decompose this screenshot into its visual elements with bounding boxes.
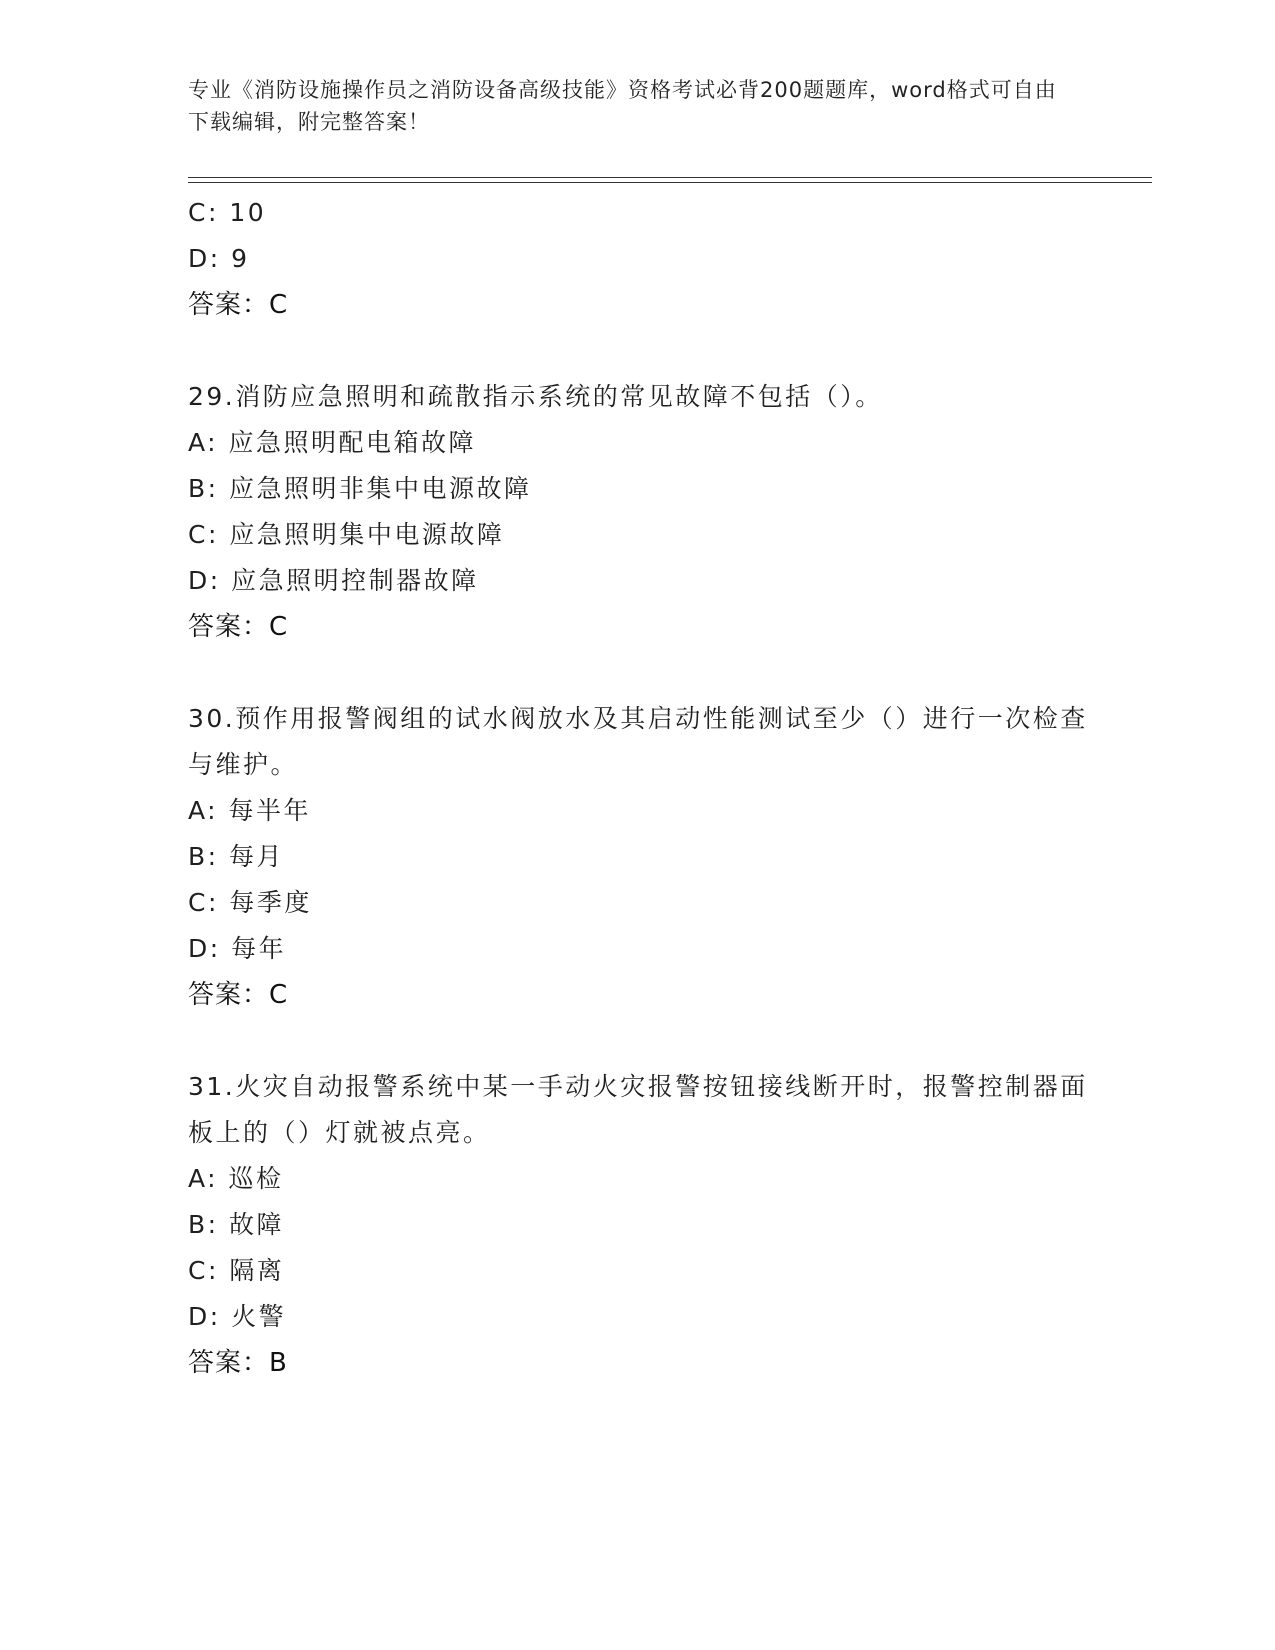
option-d: D: 应急照明控制器故障 (188, 566, 479, 595)
answer-line: 答案：B (188, 1348, 288, 1378)
question-30 (188, 696, 1088, 1018)
question-text: 31.火灾自动报警系统中某一手动火灾报警按钮接线断开时，报警控制器面板上的（）灯就被点亮。 (188, 1072, 1088, 1147)
option-a: A: 巡检 (188, 1164, 284, 1193)
option-c: C: 隔离 (188, 1256, 285, 1285)
option-b: B: 每月 (188, 842, 285, 871)
option-a: A: 应急照明配电箱故障 (188, 428, 477, 457)
spacer (188, 1018, 1088, 1064)
option-d: D: 9 (188, 244, 250, 273)
answer-line: 答案：C (188, 290, 289, 320)
option-c: C: 应急照明集中电源故障 (188, 520, 505, 549)
header-rule-top (188, 177, 1152, 178)
spacer (188, 650, 1088, 696)
answer-line: 答案：C (188, 612, 289, 642)
spacer (188, 328, 1088, 374)
document-header: 专业《消防设施操作员之消防设备高级技能》资格考试必背200题题库，word格式可自由下载编辑，附完整答案！ (188, 78, 1057, 134)
option-b: B: 应急照明非集中电源故障 (188, 474, 532, 503)
answer-line: 答案：C (188, 980, 289, 1010)
option-c: C: 10 (188, 198, 267, 227)
question-31 (188, 1064, 1088, 1386)
question-29 (188, 374, 1088, 650)
question-list (188, 190, 1088, 1386)
header-rule-bottom (188, 182, 1152, 183)
question-text: 29.消防应急照明和疏散指示系统的常见故障不包括（）。 (188, 382, 883, 411)
option-a: A: 每半年 (188, 796, 312, 825)
option-d: D: 每年 (188, 934, 287, 963)
question-text: 30.预作用报警阀组的试水阀放水及其启动性能测试至少（）进行一次检查与维护。 (188, 704, 1088, 779)
option-c: C: 每季度 (188, 888, 312, 917)
previous-question-tail (188, 190, 1088, 328)
option-b: B: 故障 (188, 1210, 285, 1239)
option-d: D: 火警 (188, 1302, 287, 1331)
